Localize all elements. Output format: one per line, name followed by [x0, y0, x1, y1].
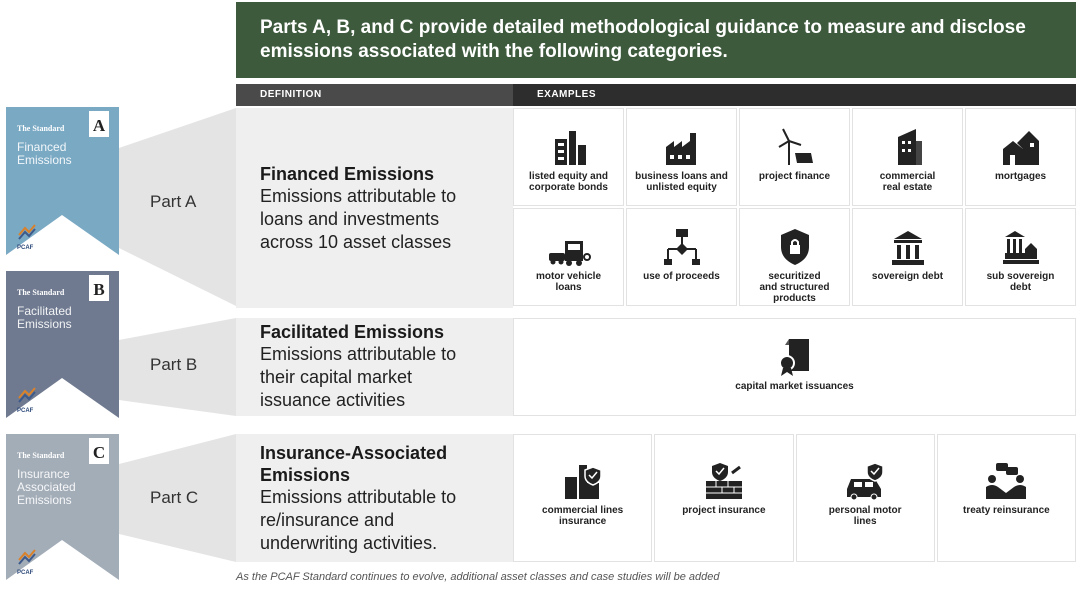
definition-desc-line: Emissions attributable to: [260, 344, 457, 364]
example-capital-market-issuances: [513, 318, 1076, 416]
footnote: As the PCAF Standard continues to evolve, additional asset classes and case studies will be added: [236, 571, 720, 583]
pcaf-logo-icon: [16, 546, 40, 568]
example-commercial-lines-insurance: [513, 434, 652, 562]
example-project-insurance: [654, 434, 793, 562]
part-c-label: Part C: [150, 488, 199, 507]
definition-desc-line: loans and investments: [260, 209, 440, 229]
example-sub-sovereign-debt: [965, 208, 1076, 306]
cover-logo-text: PCAF: [17, 408, 34, 414]
banner-line-1: Parts A, B, and C provide detailed methodological guidance to measure and disclose: [260, 17, 1026, 38]
definition-desc-line: across 10 asset classes: [260, 232, 452, 252]
definition-title-line: Insurance-Associated: [260, 443, 448, 463]
factory-building-icon: [547, 127, 591, 167]
pcaf-logo-icon: [16, 384, 40, 406]
example-business-loans: [626, 108, 737, 206]
definition-desc-line: underwriting activities.: [260, 533, 438, 553]
cover-part-b: [6, 271, 119, 418]
cover-logo-text: PCAF: [17, 570, 34, 576]
cover-title: [17, 141, 72, 167]
definition-desc-line: their capital market: [260, 367, 413, 387]
cover-title-line: Facilitated: [17, 304, 72, 318]
definition-desc-line: issuance activities: [260, 390, 406, 410]
part-a-label: Part A: [150, 192, 197, 211]
example-label: project insurance: [682, 505, 766, 516]
example-label: capital market issuances: [735, 381, 854, 392]
example-label: motor vehicle loans: [535, 271, 602, 293]
factory-icon: [660, 127, 704, 167]
examples-column-header: EXAMPLES: [513, 84, 1076, 106]
example-listed-equity: [513, 108, 624, 206]
example-label: business loans and unlisted equity: [635, 171, 728, 193]
examples-part-c: [513, 434, 1076, 562]
definition-desc-line: Emissions attributable to: [260, 186, 457, 206]
cover-part-c: [6, 434, 119, 580]
government-building-icon: [886, 227, 930, 267]
cover-logo-text: PCAF: [17, 245, 34, 251]
cover-title-line: Associated: [17, 480, 76, 494]
factory-shield-icon: [561, 461, 605, 501]
shield-lock-icon: [773, 227, 817, 267]
vehicles-icon: [547, 227, 591, 267]
definition-desc-line: re/insurance and: [260, 510, 395, 530]
example-label: sovereign debt: [871, 271, 944, 282]
example-label: securitized and structured products: [759, 271, 830, 304]
pcaf-logo-icon: [16, 221, 40, 243]
example-label: use of proceeds: [643, 271, 720, 282]
example-label: personal motor lines: [828, 505, 902, 527]
definition-part-a: [236, 108, 513, 308]
cover-tab: B: [89, 275, 109, 301]
example-personal-motor-lines: [796, 434, 935, 562]
definition-part-b: [236, 318, 513, 416]
office-building-icon: [886, 127, 930, 167]
example-label: commercial real estate: [879, 171, 936, 193]
flowchart-icon: [660, 227, 704, 267]
definition-title: Financed Emissions: [260, 164, 435, 184]
part-b-label: Part B: [150, 355, 198, 374]
wind-solar-icon: [773, 127, 817, 167]
definition-desc-line: Emissions attributable to: [260, 487, 457, 507]
definition-column-header: DEFINITION: [236, 84, 513, 106]
house-icon: [999, 127, 1043, 167]
example-label: mortgages: [994, 171, 1047, 182]
example-label: treaty reinsurance: [963, 505, 1050, 516]
cover-part-a: [6, 107, 119, 255]
cover-tab: C: [89, 438, 109, 464]
example-use-of-proceeds: [626, 208, 737, 306]
cover-brand: The Standard: [17, 451, 65, 460]
cover-brand: The Standard: [17, 124, 65, 133]
example-label: listed equity and corporate bonds: [529, 171, 608, 193]
cover-title-line: Emissions: [17, 317, 72, 331]
brickwall-shield-icon: [702, 461, 746, 501]
example-label: commercial lines insurance: [542, 505, 624, 527]
example-commercial-real-estate: [852, 108, 963, 206]
cover-title: [17, 305, 72, 331]
examples-part-b: [513, 318, 1076, 416]
example-project-finance: [739, 108, 850, 206]
cover-title-line: Financed: [17, 140, 67, 154]
example-treaty-reinsurance: [937, 434, 1076, 562]
definition-title: Facilitated Emissions: [260, 322, 445, 342]
examples-part-a: [513, 108, 1076, 306]
government-houses-icon: [999, 227, 1043, 267]
cover-title: [17, 468, 76, 507]
definition-title-line: Emissions: [260, 465, 351, 485]
example-mortgages: [965, 108, 1076, 206]
cover-title-line: Emissions: [17, 493, 72, 507]
cover-title-line: Insurance: [17, 467, 70, 481]
example-label: sub sovereign debt: [986, 271, 1055, 293]
cover-tab: A: [89, 111, 109, 137]
cover-brand: The Standard: [17, 288, 65, 297]
certificate-icon: [773, 337, 817, 377]
header-banner: [236, 2, 1076, 78]
definition-part-c: [236, 434, 513, 562]
handshake-chat-icon: [984, 461, 1028, 501]
example-securitized-products: [739, 208, 850, 306]
cover-title-line: Emissions: [17, 153, 72, 167]
banner-line-2: emissions associated with the following categories.: [260, 41, 728, 62]
example-label: project finance: [758, 171, 831, 182]
example-motor-vehicle-loans: [513, 208, 624, 306]
example-sovereign-debt: [852, 208, 963, 306]
car-shield-icon: [843, 461, 887, 501]
